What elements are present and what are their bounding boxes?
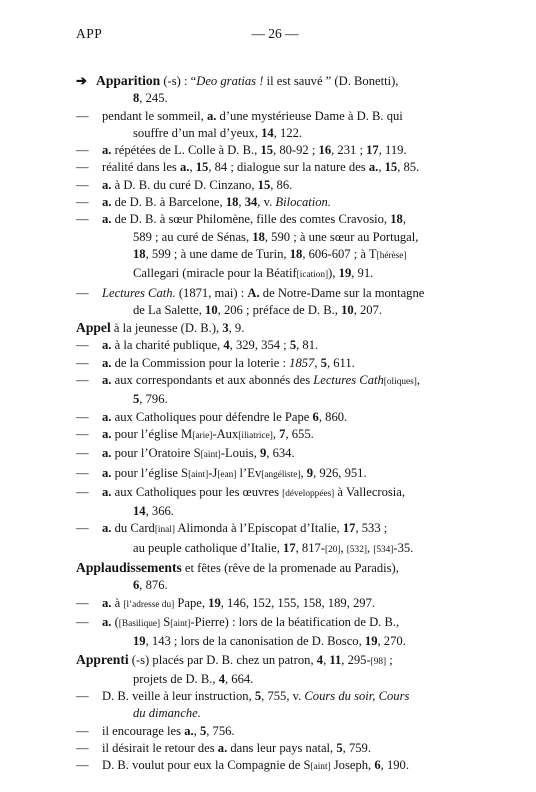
entry-continuation-line: projets de D. B., 4, 664. xyxy=(133,671,254,686)
entry-continuation-line: du dimanche. xyxy=(133,706,201,721)
entry-line: — pendant le sommeil, a. d’une mystérieuse Dame à D. B. qui xyxy=(76,108,403,123)
entry-continuation-line: 14, 366. xyxy=(133,504,174,519)
index-entry xyxy=(76,520,484,559)
entry-line: Appel à la jeunesse (D. B.), 3, 9. xyxy=(76,320,245,336)
index-entry xyxy=(76,757,484,776)
index-entry xyxy=(76,211,484,284)
entry-line: — Lectures Cath. (1871, mai) : A. de Notre-Dame sur la montagne xyxy=(76,285,425,300)
entry-line: — réalité dans les a., 15, 84 ; dialogue sur la nature des a., 15, 85. xyxy=(76,160,420,175)
index-entry xyxy=(76,740,484,757)
entry-line: — a. ([Basilique] S[aint]-Pierre) : lors de la béatification de D. B., xyxy=(76,614,400,629)
entry-line: — D. B. voulut pour eux la Compagnie de S[aint] Joseph, 6, 190. xyxy=(76,758,409,773)
index-entry xyxy=(76,194,484,211)
index-entry-applaudissements xyxy=(76,559,484,595)
entry-line: — il encourage les a., 5, 756. xyxy=(76,723,235,738)
entry-line: — a. aux Catholiques pour les œuvres [développées] à Vallecrosia, xyxy=(76,484,406,499)
entry-line: ➔ Apparition (-s) : “Deo gratias ! il est sauvé ” (D. Bonetti), xyxy=(76,73,399,88)
index-entry xyxy=(76,465,484,484)
index-body xyxy=(76,72,484,777)
page-number: — 26 — xyxy=(251,26,299,41)
index-entry xyxy=(76,355,484,372)
index-entry xyxy=(76,372,484,409)
index-entry-apparition xyxy=(76,72,484,108)
entry-continuation-line: 589 ; au curé de Sénas, 18, 590 ; à une sœur au Portugal, xyxy=(133,229,419,244)
entry-line: — a. du Card[inal] Alimonda à l’Episcopat d’Italie, 17, 533 ; xyxy=(76,521,388,536)
index-entry xyxy=(76,108,484,143)
entry-line: — a. pour l’église M[arie]-Aux[iliatrice], 7, 655. xyxy=(76,426,314,441)
index-entry-appel xyxy=(76,319,484,337)
index-entry xyxy=(76,177,484,194)
page-header xyxy=(76,26,484,42)
index-entry xyxy=(76,159,484,176)
entry-continuation-line: 6, 876. xyxy=(133,578,168,593)
index-entry xyxy=(76,337,484,354)
entry-line: — a. pour l’église S[aint]-J[ean] l’Ev[angéliste], 9, 926, 951. xyxy=(76,465,367,480)
entry-line: — a. répétées de L. Colle à D. B., 15, 80-92 ; 16, 231 ; 17, 119. xyxy=(76,143,407,158)
entry-continuation-line: 18, 599 ; à une dame de Turin, 18, 606-607 ; à T[hérèse] xyxy=(133,246,407,261)
index-entry xyxy=(76,614,484,651)
running-head: APP xyxy=(76,26,103,41)
entry-line: — a. à la charité publique, 4, 329, 354 ; 5, 81. xyxy=(76,338,319,353)
entry-line: — a. aux correspondants et aux abonnés des Lectures Cath[oliques], xyxy=(76,373,421,388)
entry-continuation-line: Callegari (miracle pour la Béatif[ication]), 19, 91. xyxy=(133,266,374,281)
index-entry xyxy=(76,409,484,426)
entry-line: — D. B. veille à leur instruction, 5, 755, v. Cours du soir, Cours xyxy=(76,689,410,704)
index-entry xyxy=(76,484,484,521)
entry-line: — a. à [l’adresse du] Pape, 19, 146, 152, 155, 158, 189, 297. xyxy=(76,595,376,610)
entry-continuation-line: souffre d’un mal d’yeux, 14, 122. xyxy=(133,125,303,140)
entry-continuation-line: de La Salette, 10, 206 ; préface de D. B., 10, 207. xyxy=(133,302,383,317)
entry-continuation-line: 19, 143 ; lors de la canonisation de D. Bosco, 19, 270. xyxy=(133,634,406,649)
entry-line: — a. pour l’Oratoire S[aint]-Louis, 9, 634. xyxy=(76,446,295,461)
entry-line: — il désirait le retour des a. dans leur pays natal, 5, 759. xyxy=(76,740,371,755)
index-entry xyxy=(76,142,484,159)
index-entry xyxy=(76,723,484,740)
entry-continuation-line: au peuple catholique d’Italie, 17, 817-[20], [532], [534]-35. xyxy=(133,540,414,555)
index-entry xyxy=(76,688,484,723)
entry-line: — a. à D. B. du curé D. Cinzano, 15, 86. xyxy=(76,177,293,192)
entry-line: Apprenti (-s) placés par D. B. chez un patron, 4, 11, 295-[98] ; xyxy=(76,651,393,667)
entry-line: Applaudissements et fêtes (rêve de la promenade au Paradis), xyxy=(76,560,399,576)
index-entry xyxy=(76,445,484,464)
index-entry xyxy=(76,426,484,445)
index-entry xyxy=(76,285,484,320)
entry-line: — a. aux Catholiques pour défendre le Pape 6, 860. xyxy=(76,409,348,424)
index-entry-apprenti xyxy=(76,651,484,689)
arrow-icon: ➔ xyxy=(76,73,87,88)
entry-line: — a. de D. B. à sœur Philomène, fille des comtes Cravosio, 18, xyxy=(76,212,406,227)
entry-line: — a. de D. B. à Barcelone, 18, 34, v. Bilocation. xyxy=(76,195,331,210)
index-entry xyxy=(76,595,484,614)
entry-line: — a. de la Commission pour la loterie : 1857, 5, 611. xyxy=(76,355,355,370)
entry-continuation-line: 8, 245. xyxy=(133,91,168,106)
entry-continuation-line: 5, 796. xyxy=(133,392,168,407)
